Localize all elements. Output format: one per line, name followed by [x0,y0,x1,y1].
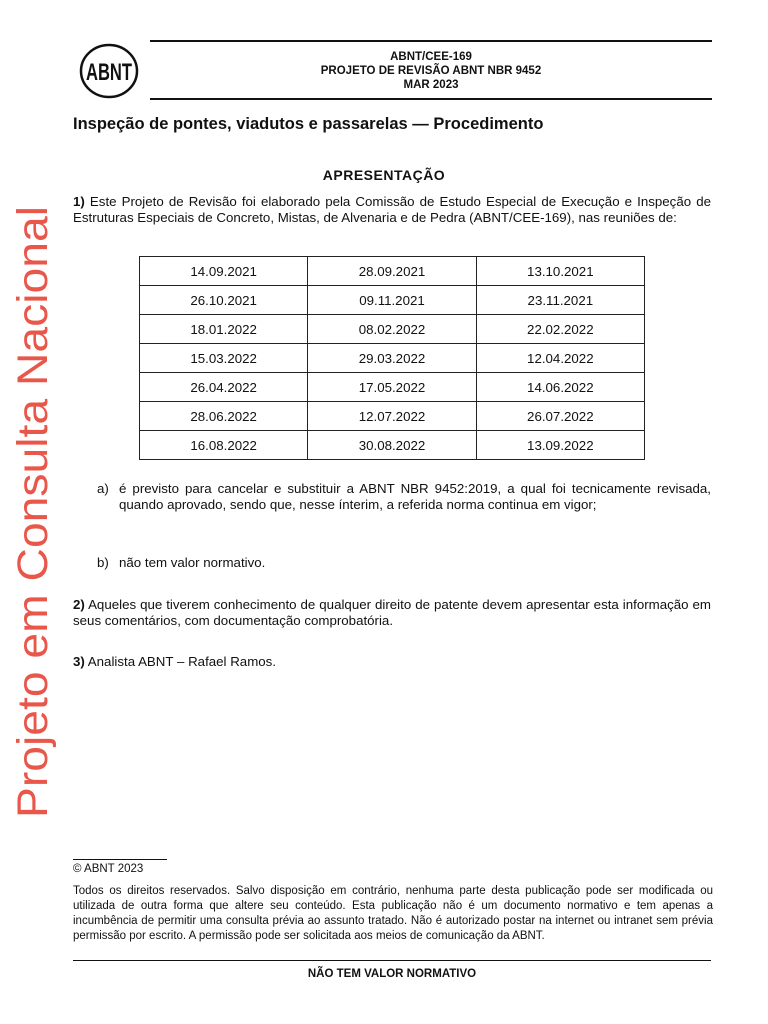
table-cell: 16.08.2022 [140,431,308,460]
paragraph-number: 3) [73,654,85,669]
paragraph-number: 1) [73,194,85,209]
list-item-a [97,481,711,513]
list-item-b [97,555,711,571]
non-normative-notice: NÃO TEM VALOR NORMATIVO [307,968,477,980]
list-item-text: não tem valor normativo. [119,555,266,570]
table-row [140,315,645,344]
table-row [140,286,645,315]
list-item-label: a) [97,481,109,496]
svg-text:ABNT: ABNT [86,59,133,86]
table-cell: 17.05.2022 [308,373,476,402]
table-cell: 09.11.2021 [308,286,476,315]
section-title: APRESENTAÇÃO [322,167,446,183]
table-cell: 30.08.2022 [308,431,476,460]
table-cell: 28.09.2021 [308,257,476,286]
paragraph-text: Este Projeto de Revisão foi elaborado pela Comissão de Estudo Especial de Execução e Inspeção de Estruturas Especiais de Concreto, Mistas, de Alvenaria e de Pedra (ABNT/CEE-169), nas reuniões de: [73,194,711,225]
watermark-text: Projeto em Consulta Nacional [9,249,57,818]
paragraph-1 [73,194,711,226]
table-cell: 18.01.2022 [140,315,308,344]
table-cell: 28.06.2022 [140,402,308,431]
list-item-text: é previsto para cancelar e substituir a ABNT NBR 9452:2019, a qual foi tecnicamente revisada, quando aprovado, sendo que, nesse ínterim, a referida norma continua em vigor; [119,481,711,512]
table-row [140,344,645,373]
table-row [140,373,645,402]
paragraph-2 [73,597,711,629]
table-cell: 12.04.2022 [476,344,644,373]
project-name: PROJETO DE REVISÃO ABNT NBR 9452 [320,65,542,77]
table-cell: 29.03.2022 [308,344,476,373]
project-date: MAR 2023 [403,79,459,91]
table-cell: 13.09.2022 [476,431,644,460]
committee-code: ABNT/CEE-169 [390,51,472,63]
table-cell: 14.06.2022 [476,373,644,402]
table-row [140,402,645,431]
meeting-dates-table [139,256,645,460]
table-cell: 23.11.2021 [476,286,644,315]
document-header [78,40,712,104]
footer-rule [73,960,711,961]
table-cell: 12.07.2022 [308,402,476,431]
paragraph-number: 2) [73,597,85,612]
paragraph-text: Aqueles que tiverem conhecimento de qualquer direito de patente devem apresentar esta informação em seus comentários, com documentação comprobatória. [73,597,711,628]
table-cell: 26.10.2021 [140,286,308,315]
document-title: Inspeção de pontes, viadutos e passarelas — Procedimento [73,115,544,133]
paragraph-text: Analista ABNT – Rafael Ramos. [87,654,277,669]
table-cell: 26.04.2022 [140,373,308,402]
abnt-logo [78,42,140,100]
rights-notice: Todos os direitos reservados. Salvo disposição em contrário, nenhuma parte desta publicação pode ser modificada ou utilizada de outra forma que altere seu conteúdo. Esta publicação não é um documento normativo e tem apenas a incumbência de permitir uma consulta prévia ao assunto tratado. Não é autorizado postar na internet ou intranet sem prévia permissão por escrito. A permissão pode ser solicitada aos meios de comunicação da ABNT. [73,885,713,942]
table-cell: 22.02.2022 [476,315,644,344]
table-row [140,257,645,286]
table-cell: 14.09.2021 [140,257,308,286]
table-cell: 15.03.2022 [140,344,308,373]
table-cell: 13.10.2021 [476,257,644,286]
table-cell: 08.02.2022 [308,315,476,344]
watermark [0,0,60,1024]
table-row [140,431,645,460]
header-bottom-rule [150,98,712,100]
footnote-separator [73,859,167,860]
table-cell: 26.07.2022 [476,402,644,431]
paragraph-3 [73,654,711,670]
header-top-rule [150,40,712,42]
list-item-label: b) [97,555,109,570]
copyright-notice: © ABNT 2023 [73,863,144,875]
